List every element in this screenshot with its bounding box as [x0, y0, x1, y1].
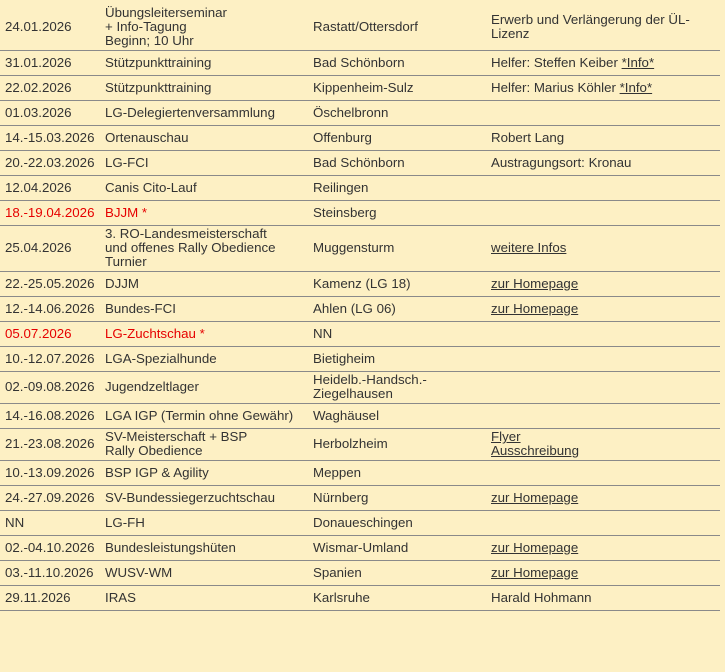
event-place: [308, 586, 486, 611]
event-place-line: Waghäusel: [313, 407, 380, 423]
event-name: [100, 461, 308, 486]
event-name-line: Beginn; 10 Uhr: [105, 33, 194, 48]
event-row: [0, 5, 720, 51]
event-row: [0, 272, 720, 297]
event-info-link[interactable]: zur Homepage: [491, 300, 579, 316]
event-row: [0, 586, 720, 611]
event-name-line: Ortenauschau: [105, 129, 189, 145]
event-info: [486, 101, 720, 126]
event-name: [100, 511, 308, 536]
event-place-line: Muggensturm: [313, 240, 395, 255]
event-row: [0, 372, 720, 404]
event-date: 14.-16.08.2026: [0, 404, 100, 429]
event-date: 14.-15.03.2026: [0, 126, 100, 151]
event-name-line: Bundes-FCI: [105, 300, 176, 316]
event-place: [308, 51, 486, 76]
event-name: [100, 561, 308, 586]
event-info-text: Robert Lang: [491, 129, 565, 145]
event-name-line: IRAS: [105, 589, 137, 605]
event-place-line: Steinsberg: [313, 204, 377, 220]
event-name-line: Übungsleiterseminar: [105, 5, 227, 20]
event-info: [486, 461, 720, 486]
event-date: 03.-11.10.2026: [0, 561, 100, 586]
event-place-line: Spanien: [313, 564, 362, 580]
event-name-line: BSP IGP & Agility: [105, 464, 209, 480]
event-place-line: Karlsruhe: [313, 589, 370, 605]
event-name-line: Stützpunkttraining: [105, 79, 212, 95]
event-info: [486, 511, 720, 536]
event-name: [100, 272, 308, 297]
event-place-line: Kippenheim-Sulz: [313, 79, 414, 95]
event-info-text: Erwerb und Verlängerung der ÜL-Lizenz: [491, 12, 690, 41]
event-row: [0, 461, 720, 486]
event-name-line: SV-Bundessiegerzuchtschau: [105, 489, 276, 505]
event-info: [486, 347, 720, 372]
event-row: [0, 51, 720, 76]
event-name: [100, 347, 308, 372]
event-info: [486, 561, 720, 586]
event-name-line: BJJM *: [105, 204, 148, 220]
event-info: [486, 176, 720, 201]
event-info: [486, 201, 720, 226]
event-place-line: Ahlen (LG 06): [313, 300, 396, 316]
event-date: 20.-22.03.2026: [0, 151, 100, 176]
event-info: [486, 5, 720, 51]
event-row: [0, 101, 720, 126]
event-info: [486, 536, 720, 561]
event-info-link[interactable]: zur Homepage: [491, 564, 579, 580]
event-name-line: LGA IGP (Termin ohne Gewähr): [105, 407, 294, 423]
event-place: [308, 76, 486, 101]
event-place: [308, 511, 486, 536]
event-info-link[interactable]: zur Homepage: [491, 275, 579, 291]
event-name: [100, 586, 308, 611]
event-info: [486, 76, 720, 101]
event-place-line: Bad Schönborn: [313, 54, 405, 70]
event-place-line: Kamenz (LG 18): [313, 275, 411, 291]
event-place-line: Wismar-Umland: [313, 539, 409, 555]
event-place: [308, 5, 486, 51]
event-name-line: LG-Delegiertenversammlung: [105, 104, 275, 120]
event-name-line: LGA-Spezialhunde: [105, 350, 217, 366]
event-name-line: SV-Meisterschaft + BSP: [105, 429, 248, 444]
event-place-line: Ziegelhausen: [313, 386, 393, 401]
event-place-line: Bietigheim: [313, 350, 376, 366]
event-row: [0, 511, 720, 536]
event-name: [100, 5, 308, 51]
event-info: [486, 429, 720, 461]
event-info-link[interactable]: Flyer: [491, 429, 521, 444]
event-name-line: Bundesleistungshüten: [105, 539, 236, 555]
event-place-line: Rastatt/Ottersdorf: [313, 19, 418, 34]
event-name-line: DJJM: [105, 275, 139, 291]
event-name: [100, 536, 308, 561]
event-name-line: 3. RO-Landesmeisterschaft: [105, 226, 267, 241]
event-info-text: Helfer: Steffen Keiber: [491, 54, 622, 70]
event-name: [100, 372, 308, 404]
event-place: [308, 372, 486, 404]
event-place: [308, 297, 486, 322]
event-place-line: Reilingen: [313, 179, 369, 195]
event-name: [100, 322, 308, 347]
event-place-line: Donaueschingen: [313, 514, 413, 530]
event-name-line: LG-FH: [105, 514, 145, 530]
event-date: 10.-13.09.2026: [0, 461, 100, 486]
event-row: [0, 429, 720, 461]
event-place: [308, 461, 486, 486]
event-place-line: Bad Schönborn: [313, 154, 405, 170]
event-row: [0, 404, 720, 429]
event-info: [486, 586, 720, 611]
event-info-link[interactable]: *Info*: [619, 79, 653, 95]
event-row: [0, 347, 720, 372]
event-name: [100, 126, 308, 151]
event-name: [100, 429, 308, 461]
event-name-line: Stützpunkttraining: [105, 54, 212, 70]
event-row: [0, 536, 720, 561]
event-date: 12.-14.06.2026: [0, 297, 100, 322]
event-place: [308, 151, 486, 176]
event-date: 22.-25.05.2026: [0, 272, 100, 297]
event-date: 25.04.2026: [0, 226, 100, 272]
event-name: [100, 226, 308, 272]
event-name: [100, 151, 308, 176]
event-info-text: Harald Hohmann: [491, 589, 592, 605]
event-place: [308, 347, 486, 372]
event-place-line: Meppen: [313, 464, 362, 480]
event-name: [100, 486, 308, 511]
event-row: [0, 76, 720, 101]
event-date: 29.11.2026: [0, 586, 100, 611]
event-place-line: Heidelb.-Handsch.-: [313, 372, 427, 387]
event-info: [486, 486, 720, 511]
event-place-line: Offenburg: [313, 129, 372, 145]
event-row: [0, 126, 720, 151]
event-name-line: WUSV-WM: [105, 564, 173, 580]
event-row: [0, 201, 720, 226]
event-date: 10.-12.07.2026: [0, 347, 100, 372]
event-name-line: + Info-Tagung: [105, 19, 187, 34]
event-place: [308, 322, 486, 347]
event-name: [100, 176, 308, 201]
event-row: [0, 151, 720, 176]
event-place-line: NN: [313, 325, 333, 341]
event-name: [100, 76, 308, 101]
event-place-line: Herbolzheim: [313, 436, 388, 451]
event-date: 18.-19.04.2026: [0, 201, 100, 226]
event-info-text: Helfer: Marius Köhler: [491, 79, 620, 95]
event-place-line: Öschelbronn: [313, 104, 389, 120]
event-date: 02.-09.08.2026: [0, 372, 100, 404]
event-place: [308, 226, 486, 272]
events-table-body: [0, 5, 720, 611]
event-place: [308, 429, 486, 461]
event-row: [0, 226, 720, 272]
event-info-link[interactable]: *Info*: [621, 54, 655, 70]
event-info-link[interactable]: zur Homepage: [491, 539, 579, 555]
event-date: 01.03.2026: [0, 101, 100, 126]
event-info: [486, 151, 720, 176]
event-info: [486, 372, 720, 404]
event-name-line: Jugendzeltlager: [105, 379, 199, 394]
event-name: [100, 101, 308, 126]
events-table: [0, 5, 720, 611]
event-name-line: Canis Cito-Lauf: [105, 179, 197, 195]
event-date: 05.07.2026: [0, 322, 100, 347]
event-place: [308, 486, 486, 511]
event-name-line: LG-Zuchtschau *: [105, 325, 205, 341]
event-info-text: Austragungsort: Kronau: [491, 154, 632, 170]
event-place: [308, 272, 486, 297]
event-place: [308, 404, 486, 429]
event-info: [486, 226, 720, 272]
event-info: [486, 322, 720, 347]
event-info-link[interactable]: Ausschreibung: [491, 443, 579, 458]
event-name: [100, 404, 308, 429]
event-info-link[interactable]: zur Homepage: [491, 489, 579, 505]
event-date: 24.01.2026: [0, 5, 100, 51]
event-date: 22.02.2026: [0, 76, 100, 101]
event-place: [308, 176, 486, 201]
event-info: [486, 404, 720, 429]
event-place: [308, 126, 486, 151]
event-info-link[interactable]: weitere Infos: [491, 240, 567, 255]
event-name-line: LG-FCI: [105, 154, 149, 170]
event-row: [0, 297, 720, 322]
event-date: 21.-23.08.2026: [0, 429, 100, 461]
event-row: [0, 322, 720, 347]
event-place: [308, 101, 486, 126]
event-place: [308, 201, 486, 226]
event-place-line: Nürnberg: [313, 489, 369, 505]
event-date: NN: [0, 511, 100, 536]
event-name-line: Turnier: [105, 254, 147, 269]
event-info: [486, 272, 720, 297]
event-row: [0, 176, 720, 201]
event-name: [100, 51, 308, 76]
event-place: [308, 536, 486, 561]
event-name: [100, 201, 308, 226]
event-info: [486, 51, 720, 76]
event-row: [0, 486, 720, 511]
event-date: 02.-04.10.2026: [0, 536, 100, 561]
event-place: [308, 561, 486, 586]
event-info: [486, 297, 720, 322]
event-date: 31.01.2026: [0, 51, 100, 76]
event-row: [0, 561, 720, 586]
event-name: [100, 297, 308, 322]
event-date: 12.04.2026: [0, 176, 100, 201]
event-name-line: und offenes Rally Obedience: [105, 240, 276, 255]
event-info: [486, 126, 720, 151]
event-name-line: Rally Obedience: [105, 443, 203, 458]
event-date: 24.-27.09.2026: [0, 486, 100, 511]
